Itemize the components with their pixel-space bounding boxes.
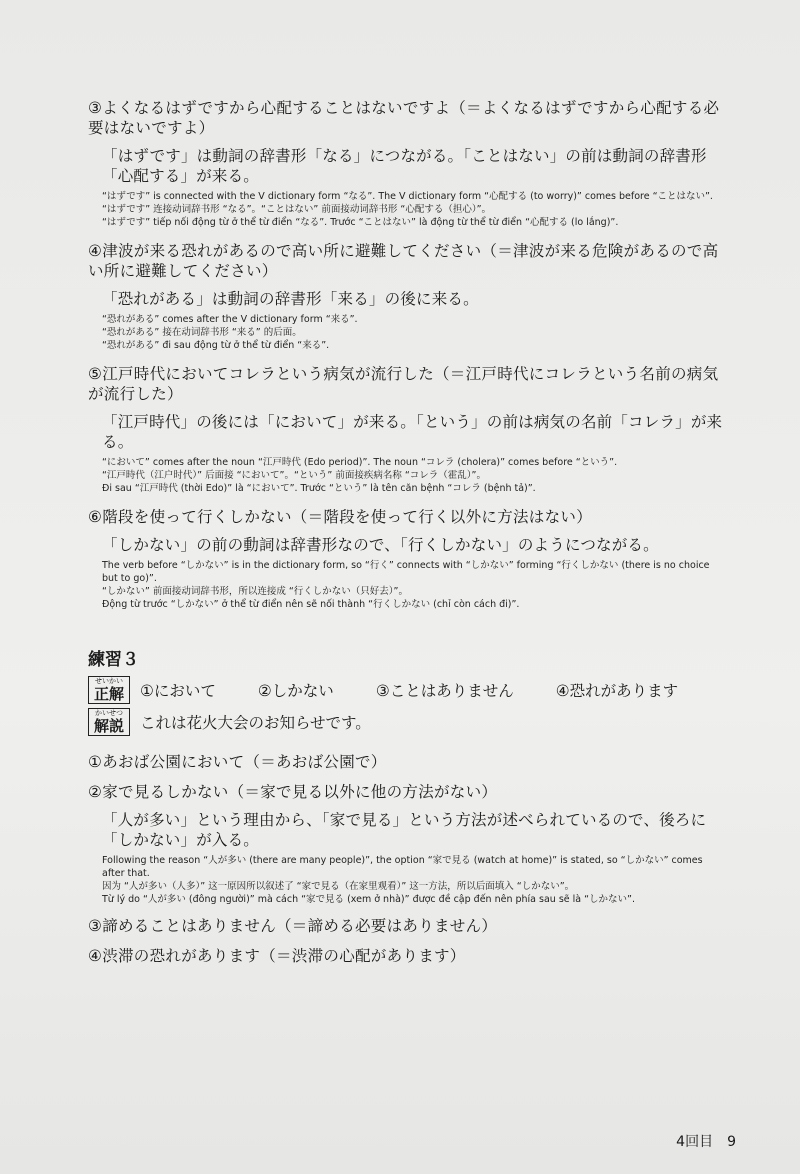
- item-6: [88, 507, 724, 611]
- exercise-explanation: 「人が多い」という理由から、「家で見る」という方法が述べられているので、後ろに「しかない」が入る。: [102, 811, 707, 849]
- answer-3: ③ことはありません: [375, 682, 514, 700]
- exercise-line-1: ①あおば公園において（＝あおば公園で）: [88, 753, 387, 771]
- sentence: ⑤江戸時代においてコレラという病気が流行した（＝江戸時代にコレラという名前の病気が流行した）: [88, 365, 719, 403]
- answer-label-box: [88, 676, 130, 704]
- answer-label: 正解: [93, 685, 124, 703]
- description-label: 解説: [93, 717, 124, 735]
- exercise-title: 練習３: [88, 650, 139, 670]
- exercise-line-4: ④渋滞の恐れがあります（＝渋滞の心配があります）: [88, 947, 466, 965]
- answer-label-ruby: せいかい: [95, 677, 123, 685]
- explanation: 「恐れがある」は動詞の辞書形「来る」の後に来る。: [102, 290, 479, 308]
- note-zh: “しかない” 前面接动词辞书形，所以连接成 “行くしかない（只好去）”。: [102, 586, 408, 597]
- sentence: ④津波が来る恐れがあるので高い所に避難してください（＝津波が来る危険があるので高い所に避難してください）: [88, 242, 719, 280]
- note-vi: “恐れがある” đi sau động từ ở thể từ điển “来る”.: [102, 340, 330, 351]
- item-3: [88, 98, 724, 229]
- note-zh: “恐れがある” 接在动词辞书形 “来る” 的后面。: [102, 327, 302, 338]
- note-en: “はずです” is connected with the V dictionary form “なる”. The V dictionary form “心配する (to worry)” comes before “ことはない”.: [102, 191, 713, 202]
- sentence: ③よくなるはずですから心配することはないですよ（＝よくなるはずですから心配する必要はないですよ）: [88, 99, 720, 137]
- exercise-note-zh: 因为 “人が多い（人多）” 这一原因所以叙述了 “家で見る（在家里观看）” 这一方法，所以后面填入 “しかない”。: [102, 881, 575, 892]
- note-vi: Động từ trước “しかない” ở thể từ điển nên sẽ nối thành “行くしかない (chỉ còn cách đi)”.: [102, 599, 520, 610]
- exercise-note-vi: Từ lý do “人が多い (đông người)” mà cách “家で見る (xem ở nhà)” được đề cập đến nên phía sau sẽ là “しかない”.: [102, 894, 635, 905]
- note-vi: Đi sau “江戸時代 (thời Edo)” là “において”. Trước “という” là tên căn bệnh “コレラ (bệnh tả)”.: [102, 483, 536, 494]
- item-4: [88, 241, 724, 352]
- description-label-box: [88, 708, 130, 736]
- exercise-line-3: ③諦めることはありません（＝諦める必要はありません）: [88, 917, 498, 935]
- note-en: “恐れがある” comes after the V dictionary form “来る”.: [102, 314, 358, 325]
- note-en: “において” comes after the noun “江戸時代 (Edo period)”. The noun “コレラ (cholera)” comes before “という”.: [102, 457, 618, 468]
- sentence: ⑥階段を使って行くしかない（＝階段を使って行く以外に方法はない）: [88, 508, 592, 526]
- exercise-line-2: ②家で見るしかない（＝家で見る以外に他の方法がない）: [88, 783, 498, 801]
- description-text: これは花火大会のお知らせです。: [140, 714, 371, 732]
- answer-2: ②しかない: [257, 682, 334, 700]
- answer-4: ④恐れがあります: [555, 682, 679, 700]
- explanation: 「江戸時代」の後には「において」が来る。「という」の前は病気の名前「コレラ」が来る。: [102, 413, 723, 451]
- answer-list: [140, 679, 678, 701]
- note-vi: “はずです” tiếp nối động từ ở thể từ điển “なる”. Trước “ことはない” là động từ thể từ điển “心配する (lo lắng)”.: [102, 217, 619, 228]
- answer-1: ①において: [140, 682, 216, 700]
- explanation: 「はずです」は動詞の辞書形「なる」につながる。「ことはない」の前は動詞の辞書形「心配する」が来る。: [102, 147, 707, 185]
- content: [88, 86, 724, 966]
- page-number: 4回目 9: [676, 1134, 736, 1150]
- answer-row: [88, 676, 724, 704]
- exercise-note-en: Following the reason “人が多い (there are many people)”, the option “家で見る (watch at home)” is stated, so “しかない” comes after that.: [102, 855, 703, 879]
- note-en: The verb before “しかない” is in the dictionary form, so “行く” connects with “しかない” forming “行くしかない (there is no choice but to go)”.: [102, 560, 710, 584]
- note-zh: “江戸時代（江户时代）” 后面接 “において”。“という” 前面接疾病名称 “コレラ（霍乱）”。: [102, 470, 486, 481]
- description-label-ruby: かいせつ: [95, 709, 123, 717]
- explanation: 「しかない」の前の動詞は辞書形なので、「行くしかない」のようにつながる。: [102, 536, 659, 554]
- note-zh: “はずです” 连接动词辞书形 “なる”。“ことはない” 前面接动词辞书形 “心配する（担心）”。: [102, 204, 491, 215]
- item-5: [88, 364, 724, 495]
- description-row: [88, 708, 724, 736]
